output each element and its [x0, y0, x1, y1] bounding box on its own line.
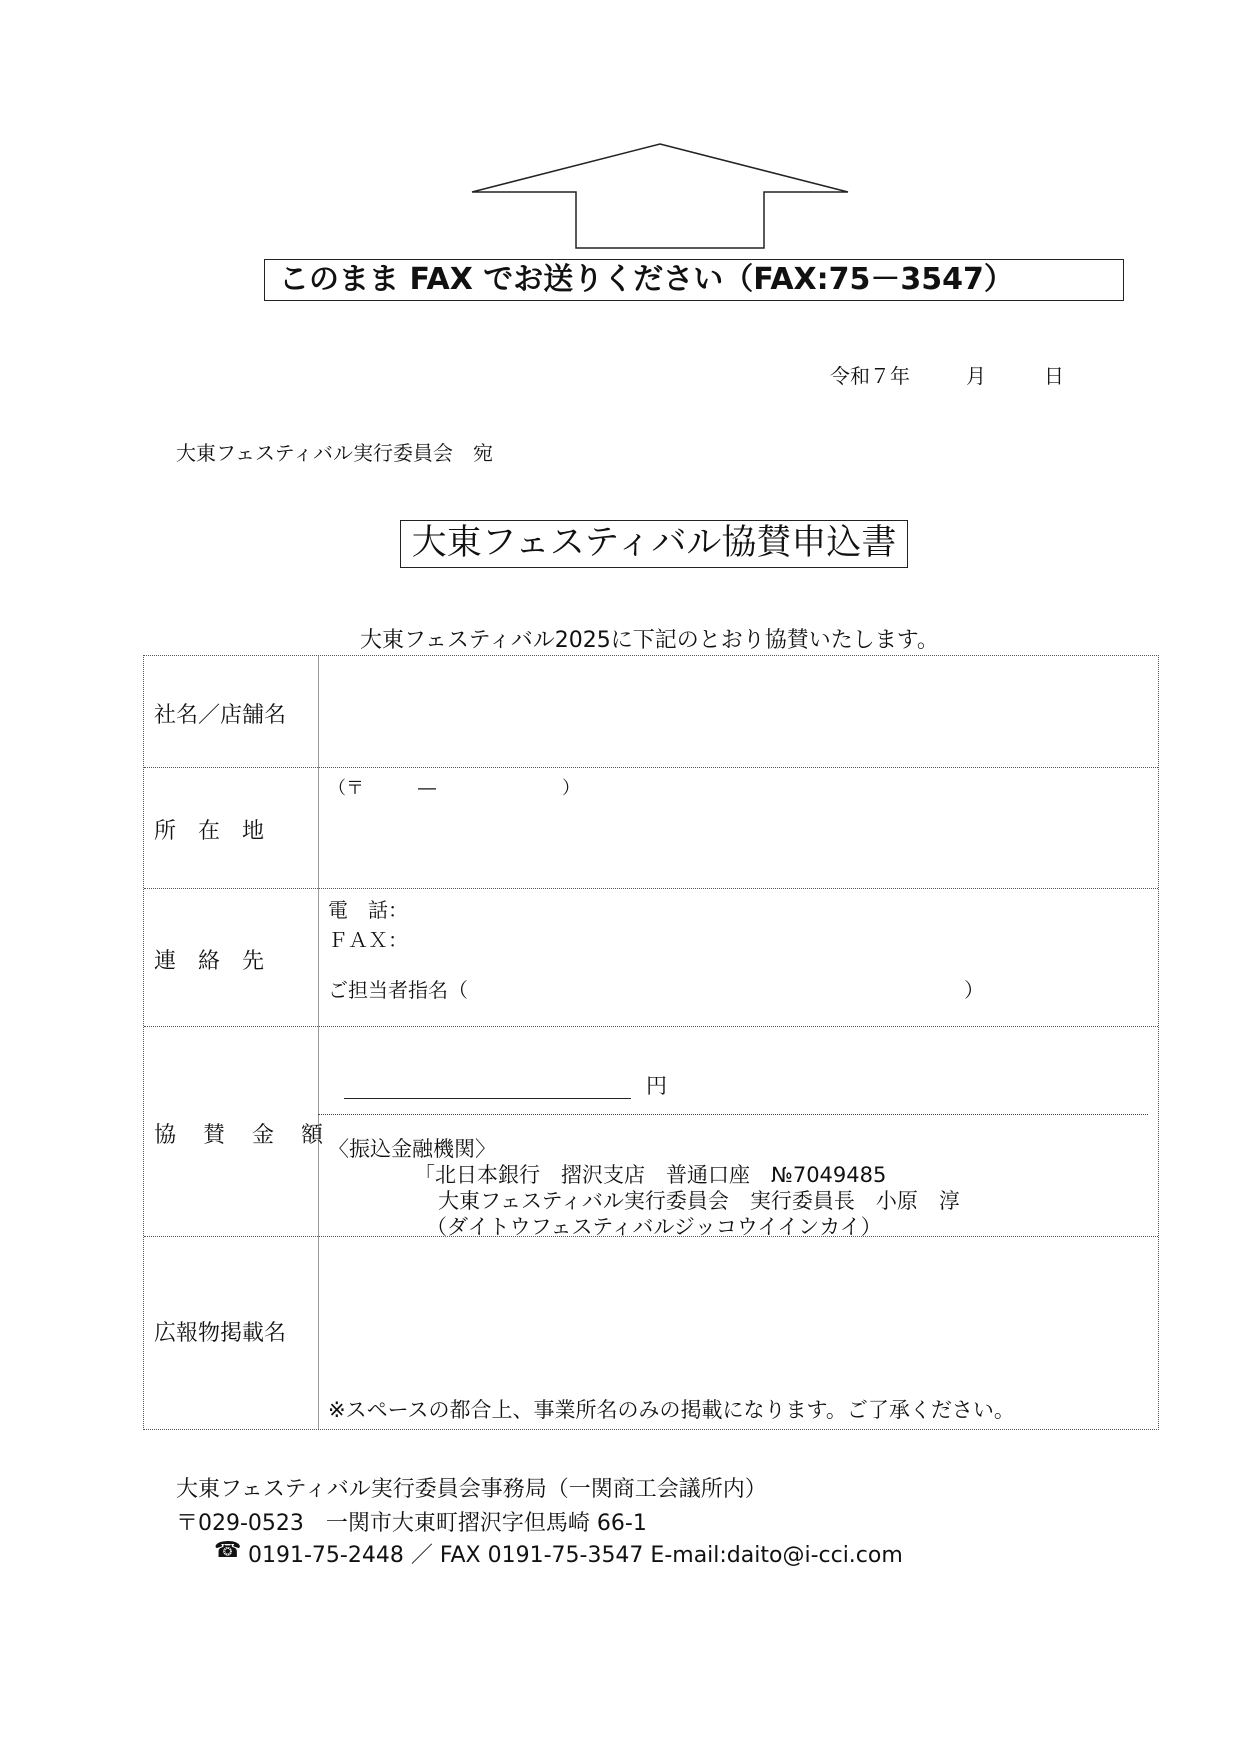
date-era-year: 令和７年	[830, 364, 910, 388]
contact-person-label: ご担当者指名（	[328, 978, 468, 1002]
date-month-label: 月	[966, 364, 986, 388]
yen-label: 円	[646, 1074, 667, 1098]
amount-input-line[interactable]	[344, 1098, 631, 1099]
bank-account-line: 「北日本銀行 摺沢支店 普通口座 №7049485	[414, 1163, 887, 1187]
bank-account-holder-kana: （ダイトウフェスティバルジッコウイインカイ）	[426, 1215, 882, 1239]
footer-office: 大東フェスティバル実行委員会事務局（一関商工会議所内）	[176, 1477, 767, 1502]
label-column-divider	[318, 656, 319, 1429]
contact-label: 連 絡 先	[154, 949, 265, 974]
form-title: 大東フェスティバル協賛申込書	[400, 520, 908, 568]
row-divider	[144, 888, 1158, 889]
addressee: 大東フェスティバル実行委員会 宛	[176, 441, 493, 465]
publicity-name-label: 広報物掲載名	[154, 1321, 287, 1346]
address-label: 所 在 地	[154, 819, 265, 844]
bank-info	[328, 1136, 960, 1240]
publicity-note: ※スペースの都合上、事業所名のみの掲載になります。ご了承ください。	[328, 1398, 1015, 1422]
phone-icon: ☎	[214, 1538, 242, 1563]
application-form-table	[143, 655, 1159, 1430]
company-name-label: 社名／店舗名	[154, 703, 287, 728]
contact-person-close: ）	[964, 978, 984, 1002]
intro-text: 大東フェスティバル2025に下記のとおり協賛いたします。	[360, 628, 939, 653]
footer-address: 〒029-0523 一関市大東町摺沢字但馬崎 66-1	[176, 1511, 647, 1536]
publicity-name-field[interactable]	[320, 1240, 1156, 1380]
fax-banner: このまま FAX でお送りください（FAX:75－3547）	[264, 259, 1124, 301]
up-arrow-icon	[470, 142, 850, 250]
phone-field-label: 電 話：	[328, 898, 408, 922]
bank-account-holder: 大東フェスティバル実行委員会 実行委員長 小原 淳	[438, 1189, 960, 1213]
row-divider	[144, 767, 1158, 768]
date-day-label: 日	[1044, 364, 1064, 388]
fax-field-label: ＦＡＸ：	[328, 928, 408, 952]
amount-section-divider	[318, 1114, 1148, 1115]
row-divider	[144, 1026, 1158, 1027]
postal-code-field[interactable]: （〒 ― ）	[328, 778, 580, 799]
sponsorship-amount-label: 協 賛 金 額	[154, 1123, 333, 1148]
company-name-field[interactable]	[320, 658, 1156, 764]
footer-contact: 0191-75-2448 ／ FAX 0191-75-3547 E-mail:daito@i-cci.com	[248, 1543, 903, 1568]
bank-header: 〈振込金融機関〉	[328, 1137, 496, 1161]
